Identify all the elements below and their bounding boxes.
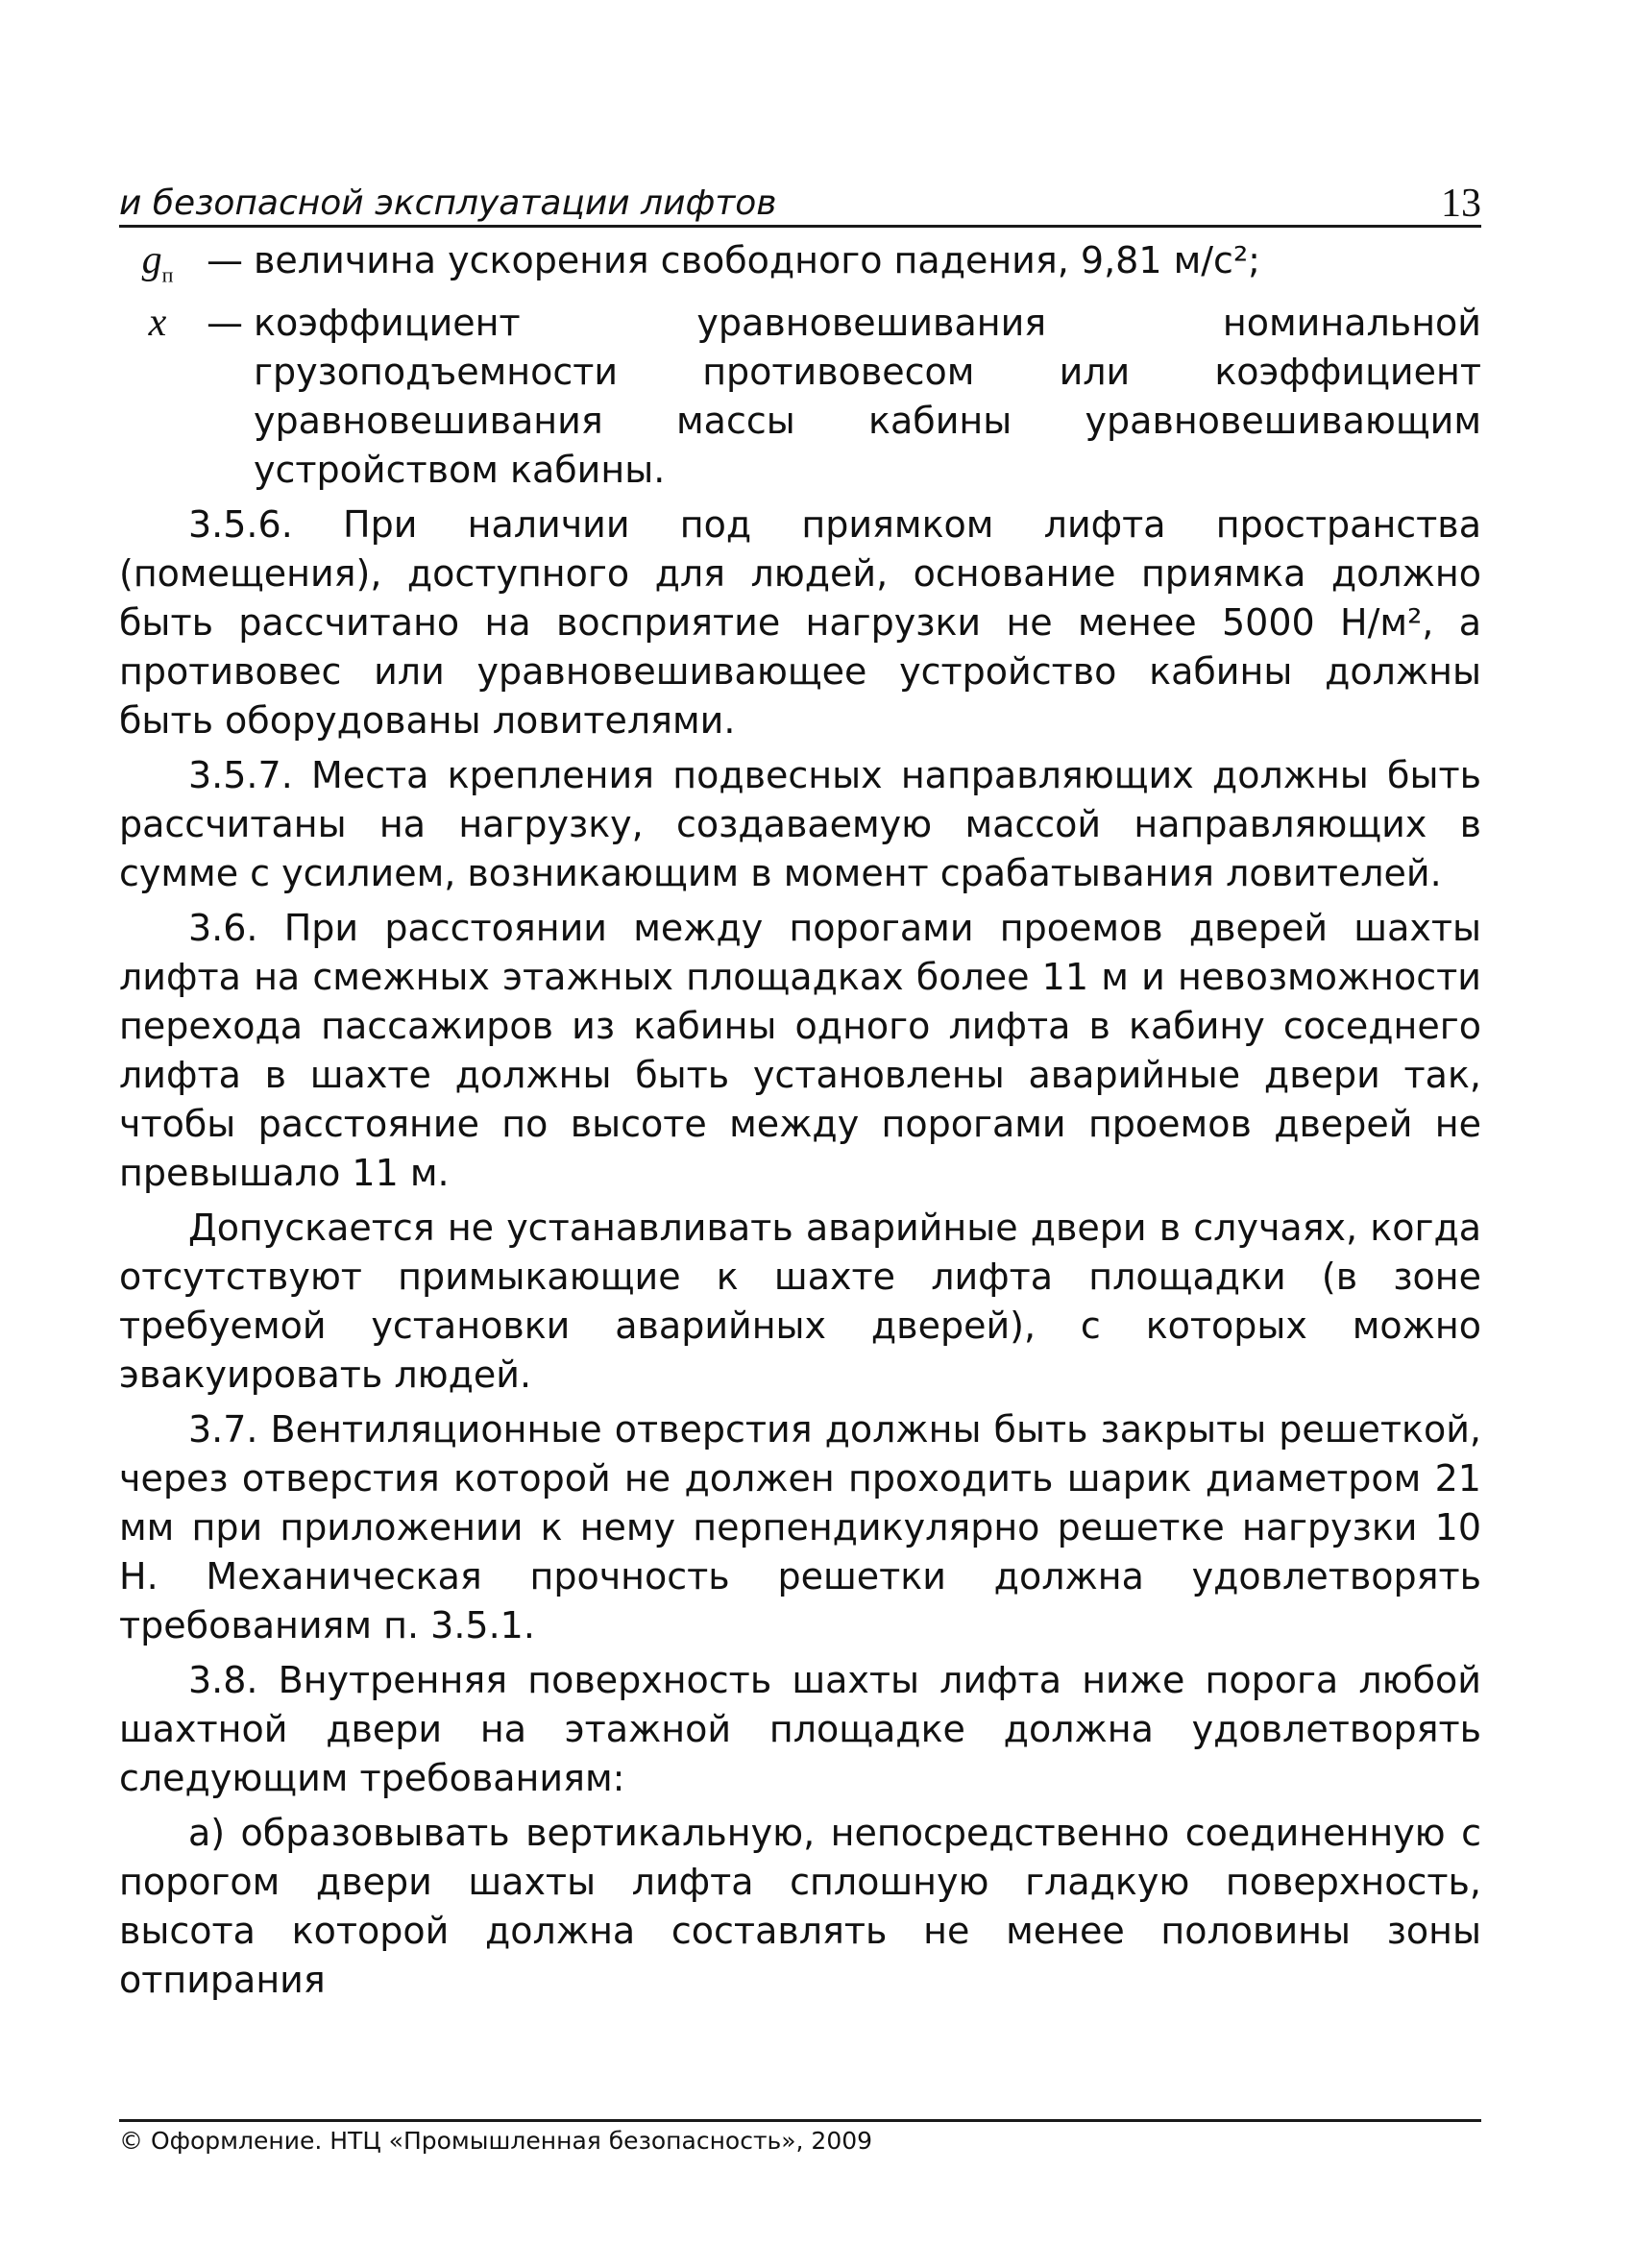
paragraph-exception: Допускается не устанавливать аварийные двери в случаях, когда отсутствуют примыкающие к шахте лифта площадки (в зоне требуемой установки аварийных дверей), с которых можно эвакуировать людей. bbox=[119, 1207, 1481, 1397]
symbol-definitions bbox=[119, 236, 1481, 495]
definition-text: коэффициент уравновешивания номинальной грузоподъемности противовесом или коэффициент уравновешивания массы кабины уравновешивающим устройством кабины. bbox=[254, 302, 1481, 492]
definition-symbol: $g_п$ bbox=[141, 238, 174, 287]
definition-row bbox=[119, 236, 1481, 299]
page-body bbox=[119, 236, 1481, 2005]
paragraph-3-5-7: 3.5.7. Места крепления подвесных направляющих должны быть рассчитаны на нагрузку, создаваемую массой направляющих в сумме с усилием, возникающим в момент срабатывания ловителей. bbox=[119, 754, 1481, 895]
footer-divider bbox=[119, 2119, 1481, 2122]
paragraph-3-7: 3.7. Вентиляционные отверстия должны быть закрыты решеткой, через отверстия которой не должен проходить шарик диаметром 21 мм при приложении к нему перпендикулярно решетке нагрузки 10 Н. Механическая прочность решетки должна удовлетворять требованиям п. 3.5.1. bbox=[119, 1408, 1481, 1647]
paragraph-3-8-a: а) образовывать вертикальную, непосредственно соединенную с порогом двери шахты лифта сплошную гладкую поверхность, высота которой должна составлять не менее половины зоны отпирания bbox=[119, 1812, 1481, 2002]
copyright-note: © Оформление. НТЦ «Промышленная безопасность», 2009 bbox=[119, 2127, 873, 2155]
definition-dash: — bbox=[207, 302, 243, 345]
paragraph-3-6: 3.6. При расстоянии между порогами проемов дверей шахты лифта на смежных этажных площадках более 11 м и невозможности перехода пассажиров из кабины одного лифта в кабину соседнего лифта в шахте должны быть установлены аварийные двери так, чтобы расстояние по высоте между порогами проемов дверей не превышало 11 м. bbox=[119, 907, 1481, 1195]
running-header bbox=[119, 183, 1481, 228]
definition-text: величина ускорения свободного падения, 9,81 м/с²; bbox=[254, 239, 1260, 281]
definition-symbol: x bbox=[148, 301, 167, 346]
paragraph-3-5-6: 3.5.6. При наличии под приямком лифта пространства (помещения), доступного для людей, основание приямка должно быть рассчитано на восприятие нагрузки не менее 5000 Н/м², а противовес или уравновешивающее устройство кабины должны быть оборудованы ловителями. bbox=[119, 503, 1481, 743]
running-title: и безопасной эксплуатации лифтов bbox=[119, 183, 777, 223]
paragraph-3-8: 3.8. Внутренняя поверхность шахты лифта ниже порога любой шахтной двери на этажной площадке должна удовлетворять следующим требованиям: bbox=[119, 1659, 1481, 1800]
page-number: 13 bbox=[1441, 182, 1481, 226]
definition-dash: — bbox=[207, 239, 243, 281]
definition-row bbox=[119, 299, 1481, 495]
